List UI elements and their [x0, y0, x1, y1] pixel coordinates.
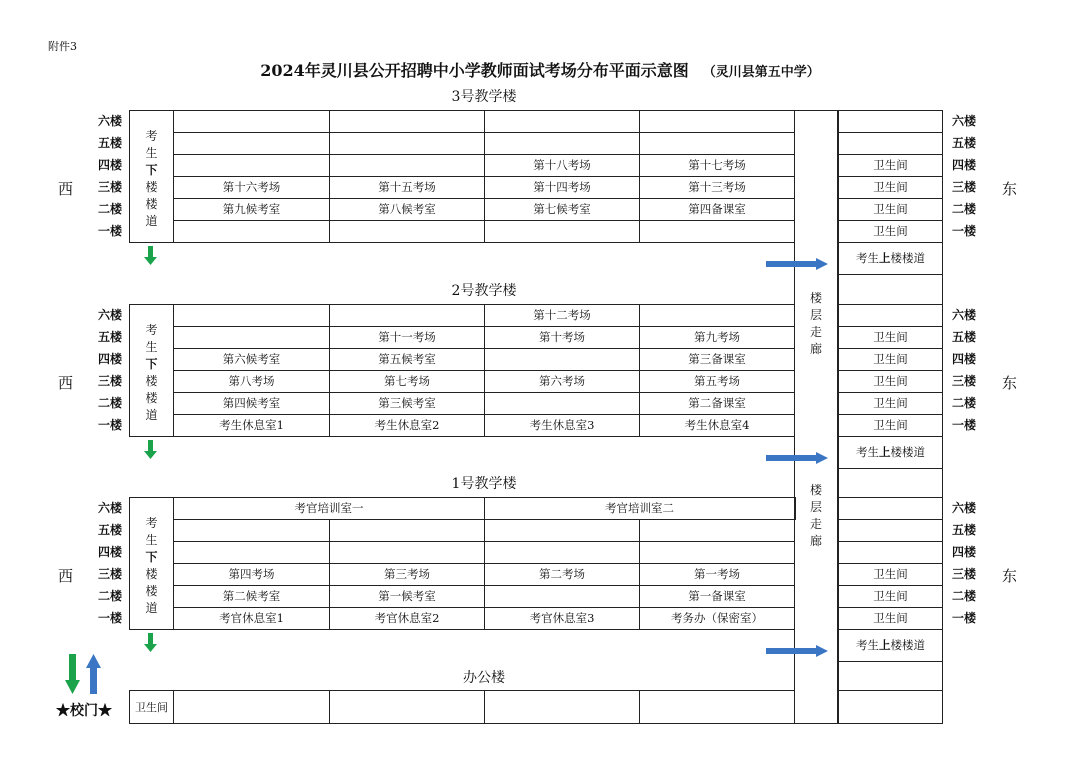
room-cell: 第五考场 — [639, 370, 795, 393]
room-cell — [329, 541, 485, 564]
room-cell: 考务办（保密室） — [639, 607, 795, 630]
stair-label: 考 生 下 楼 楼 道 — [145, 323, 158, 422]
floor-label-right: 二楼 — [952, 396, 977, 410]
room-cell: 第十三考场 — [639, 176, 795, 199]
office-cell: 卫生间 — [129, 690, 174, 724]
right-cell — [838, 541, 943, 564]
room-cell: 第五候考室 — [329, 348, 485, 371]
down-arrow-icon — [144, 246, 158, 270]
room-cell: 第二备课室 — [639, 392, 795, 415]
room-cell: 考生休息室4 — [639, 414, 795, 437]
right-cell: 卫生间 — [838, 154, 943, 177]
right-cell — [838, 132, 943, 155]
floor-label-right: 六楼 — [952, 501, 977, 515]
gate-arrows-icon — [64, 652, 104, 696]
floor-label-left: 六楼 — [97, 308, 122, 322]
room-cell: 第三考场 — [329, 563, 485, 586]
office-cell — [639, 690, 795, 724]
room-cell — [173, 110, 330, 133]
stair-label: 考 生 下 楼 楼 道 — [145, 516, 158, 615]
corridor-label-2: 楼 层 走 廊 — [809, 483, 822, 548]
floor-label-left: 二楼 — [97, 396, 122, 410]
floor-label-left: 二楼 — [97, 589, 122, 603]
office-cell — [173, 690, 330, 724]
right-cell: 卫生间 — [838, 370, 943, 393]
room-cell: 考官休息室2 — [329, 607, 485, 630]
room-cell — [173, 220, 330, 243]
office-right-cell — [838, 690, 943, 724]
floor-label-left: 三楼 — [97, 180, 122, 194]
floor-label-left: 六楼 — [97, 501, 122, 515]
floor-label-right: 二楼 — [952, 202, 977, 216]
floor-label-left: 二楼 — [97, 202, 122, 216]
room-cell: 第八候考室 — [329, 198, 485, 221]
room-cell — [639, 519, 795, 542]
corridor-column — [794, 110, 838, 724]
right-cell — [838, 519, 943, 542]
room-cell — [173, 541, 330, 564]
room-cell: 第十考场 — [484, 326, 640, 349]
floor-label-right: 三楼 — [952, 374, 977, 388]
west-label: 西 — [58, 567, 74, 585]
right-cell: 卫生间 — [838, 392, 943, 415]
room-cell: 第二考场 — [484, 563, 640, 586]
page-title — [0, 58, 1080, 81]
stair-label: 考 生 下 楼 楼 道 — [145, 129, 158, 228]
room-cell: 第一考场 — [639, 563, 795, 586]
room-cell: 第一候考室 — [329, 585, 485, 608]
east-label: 东 — [1002, 567, 1018, 585]
room-cell: 考官培训室一 — [173, 497, 485, 520]
up-stair-box: 考生上楼楼道 — [838, 242, 943, 275]
room-cell — [329, 132, 485, 155]
room-cell — [639, 110, 795, 133]
corridor-label-1: 楼 层 走 廊 — [809, 291, 822, 356]
right-cell — [838, 497, 943, 520]
down-arrow-icon — [144, 633, 158, 657]
floor-label-left: 四楼 — [97, 545, 122, 559]
right-cell: 卫生间 — [838, 348, 943, 371]
east-label: 东 — [1002, 180, 1018, 198]
floor-label-right: 一楼 — [952, 611, 977, 625]
up-stair-box: 考生上楼楼道 — [838, 436, 943, 469]
room-cell: 第九考场 — [639, 326, 795, 349]
right-cell: 卫生间 — [838, 220, 943, 243]
room-cell: 第八考场 — [173, 370, 330, 393]
right-cell: 卫生间 — [838, 607, 943, 630]
floor-label-left: 一楼 — [97, 611, 122, 625]
east-label: 东 — [1002, 374, 1018, 392]
room-cell — [329, 519, 485, 542]
room-cell — [639, 541, 795, 564]
room-cell — [484, 132, 640, 155]
room-cell: 第十六考场 — [173, 176, 330, 199]
room-cell — [484, 348, 640, 371]
right-cell — [838, 110, 943, 133]
room-cell: 考生休息室2 — [329, 414, 485, 437]
right-cell: 卫生间 — [838, 585, 943, 608]
attachment-label: 附件3 — [48, 40, 77, 53]
room-cell: 第七考场 — [329, 370, 485, 393]
floor-label-left: 三楼 — [97, 567, 122, 581]
room-cell — [173, 519, 330, 542]
floor-label-right: 六楼 — [952, 114, 977, 128]
room-cell: 第十七考场 — [639, 154, 795, 177]
floor-label-left: 四楼 — [97, 352, 122, 366]
floor-label-left: 一楼 — [97, 224, 122, 238]
office-cell — [329, 690, 485, 724]
room-cell — [639, 220, 795, 243]
floor-label-right: 五楼 — [952, 136, 977, 150]
west-label: 西 — [58, 374, 74, 392]
room-cell: 第四考场 — [173, 563, 330, 586]
west-label: 西 — [58, 180, 74, 198]
right-cell: 卫生间 — [838, 414, 943, 437]
floor-label-right: 四楼 — [952, 352, 977, 366]
room-cell — [173, 154, 330, 177]
building-name-office: 办公楼 — [463, 670, 505, 686]
room-cell: 第十四考场 — [484, 176, 640, 199]
room-cell: 考官培训室二 — [484, 497, 795, 520]
building-name: 3号教学楼 — [451, 89, 517, 105]
floor-label-left: 五楼 — [97, 523, 122, 537]
room-cell — [484, 110, 640, 133]
room-cell: 第三备课室 — [639, 348, 795, 371]
right-arrow-icon — [766, 449, 830, 468]
right-cell: 卫生间 — [838, 176, 943, 199]
room-cell: 第三候考室 — [329, 392, 485, 415]
room-cell: 考官休息室3 — [484, 607, 640, 630]
floor-label-right: 六楼 — [952, 308, 977, 322]
floor-label-right: 三楼 — [952, 180, 977, 194]
room-cell — [639, 132, 795, 155]
room-cell: 考生休息室1 — [173, 414, 330, 437]
room-cell: 第六候考室 — [173, 348, 330, 371]
right-cell: 卫生间 — [838, 198, 943, 221]
title-text: 2024年灵川县公开招聘中小学教师面试考场分布平面示意图 — [260, 61, 689, 80]
room-cell: 第六考场 — [484, 370, 640, 393]
room-cell: 第七候考室 — [484, 198, 640, 221]
room-cell: 第十一考场 — [329, 326, 485, 349]
room-cell: 考生休息室3 — [484, 414, 640, 437]
room-cell: 第四候考室 — [173, 392, 330, 415]
floor-label-right: 三楼 — [952, 567, 977, 581]
up-stair-box: 考生上楼楼道 — [838, 629, 943, 662]
room-cell: 第十八考场 — [484, 154, 640, 177]
room-cell — [173, 132, 330, 155]
right-cell: 卫生间 — [838, 326, 943, 349]
room-cell — [329, 220, 485, 243]
room-cell — [484, 392, 640, 415]
room-cell — [794, 497, 796, 520]
room-cell: 第九候考室 — [173, 198, 330, 221]
floor-label-left: 三楼 — [97, 374, 122, 388]
floor-label-right: 四楼 — [952, 158, 977, 172]
room-cell: 第十五考场 — [329, 176, 485, 199]
right-arrow-icon — [766, 255, 830, 274]
room-cell — [173, 304, 330, 327]
right-cell — [838, 304, 943, 327]
room-cell — [484, 519, 640, 542]
room-cell — [484, 541, 640, 564]
room-cell: 第一备课室 — [639, 585, 795, 608]
floor-label-right: 五楼 — [952, 523, 977, 537]
floor-label-left: 五楼 — [97, 136, 122, 150]
floor-label-left: 四楼 — [97, 158, 122, 172]
floor-label-right: 一楼 — [952, 224, 977, 238]
right-cell: 卫生间 — [838, 563, 943, 586]
building-name: 1号教学楼 — [451, 476, 517, 492]
room-cell — [329, 110, 485, 133]
room-cell — [329, 304, 485, 327]
building-name: 2号教学楼 — [451, 283, 517, 299]
floor-label-right: 二楼 — [952, 589, 977, 603]
floor-label-left: 六楼 — [97, 114, 122, 128]
title-subtitle: （灵川县第五中学） — [702, 65, 820, 80]
office-top-line — [129, 690, 795, 691]
room-cell: 考官休息室1 — [173, 607, 330, 630]
floor-label-left: 一楼 — [97, 418, 122, 432]
room-cell: 第二候考室 — [173, 585, 330, 608]
room-cell — [484, 220, 640, 243]
room-cell: 第十二考场 — [484, 304, 640, 327]
floor-label-right: 四楼 — [952, 545, 977, 559]
room-cell: 第四备课室 — [639, 198, 795, 221]
floor-label-left: 五楼 — [97, 330, 122, 344]
room-cell — [329, 154, 485, 177]
room-cell — [484, 585, 640, 608]
gate-label: ★校门★ — [56, 703, 112, 719]
floor-label-right: 五楼 — [952, 330, 977, 344]
down-arrow-icon — [144, 440, 158, 464]
office-cell — [484, 690, 640, 724]
room-cell — [173, 326, 330, 349]
right-arrow-icon — [766, 642, 830, 661]
room-cell — [639, 304, 795, 327]
floor-label-right: 一楼 — [952, 418, 977, 432]
